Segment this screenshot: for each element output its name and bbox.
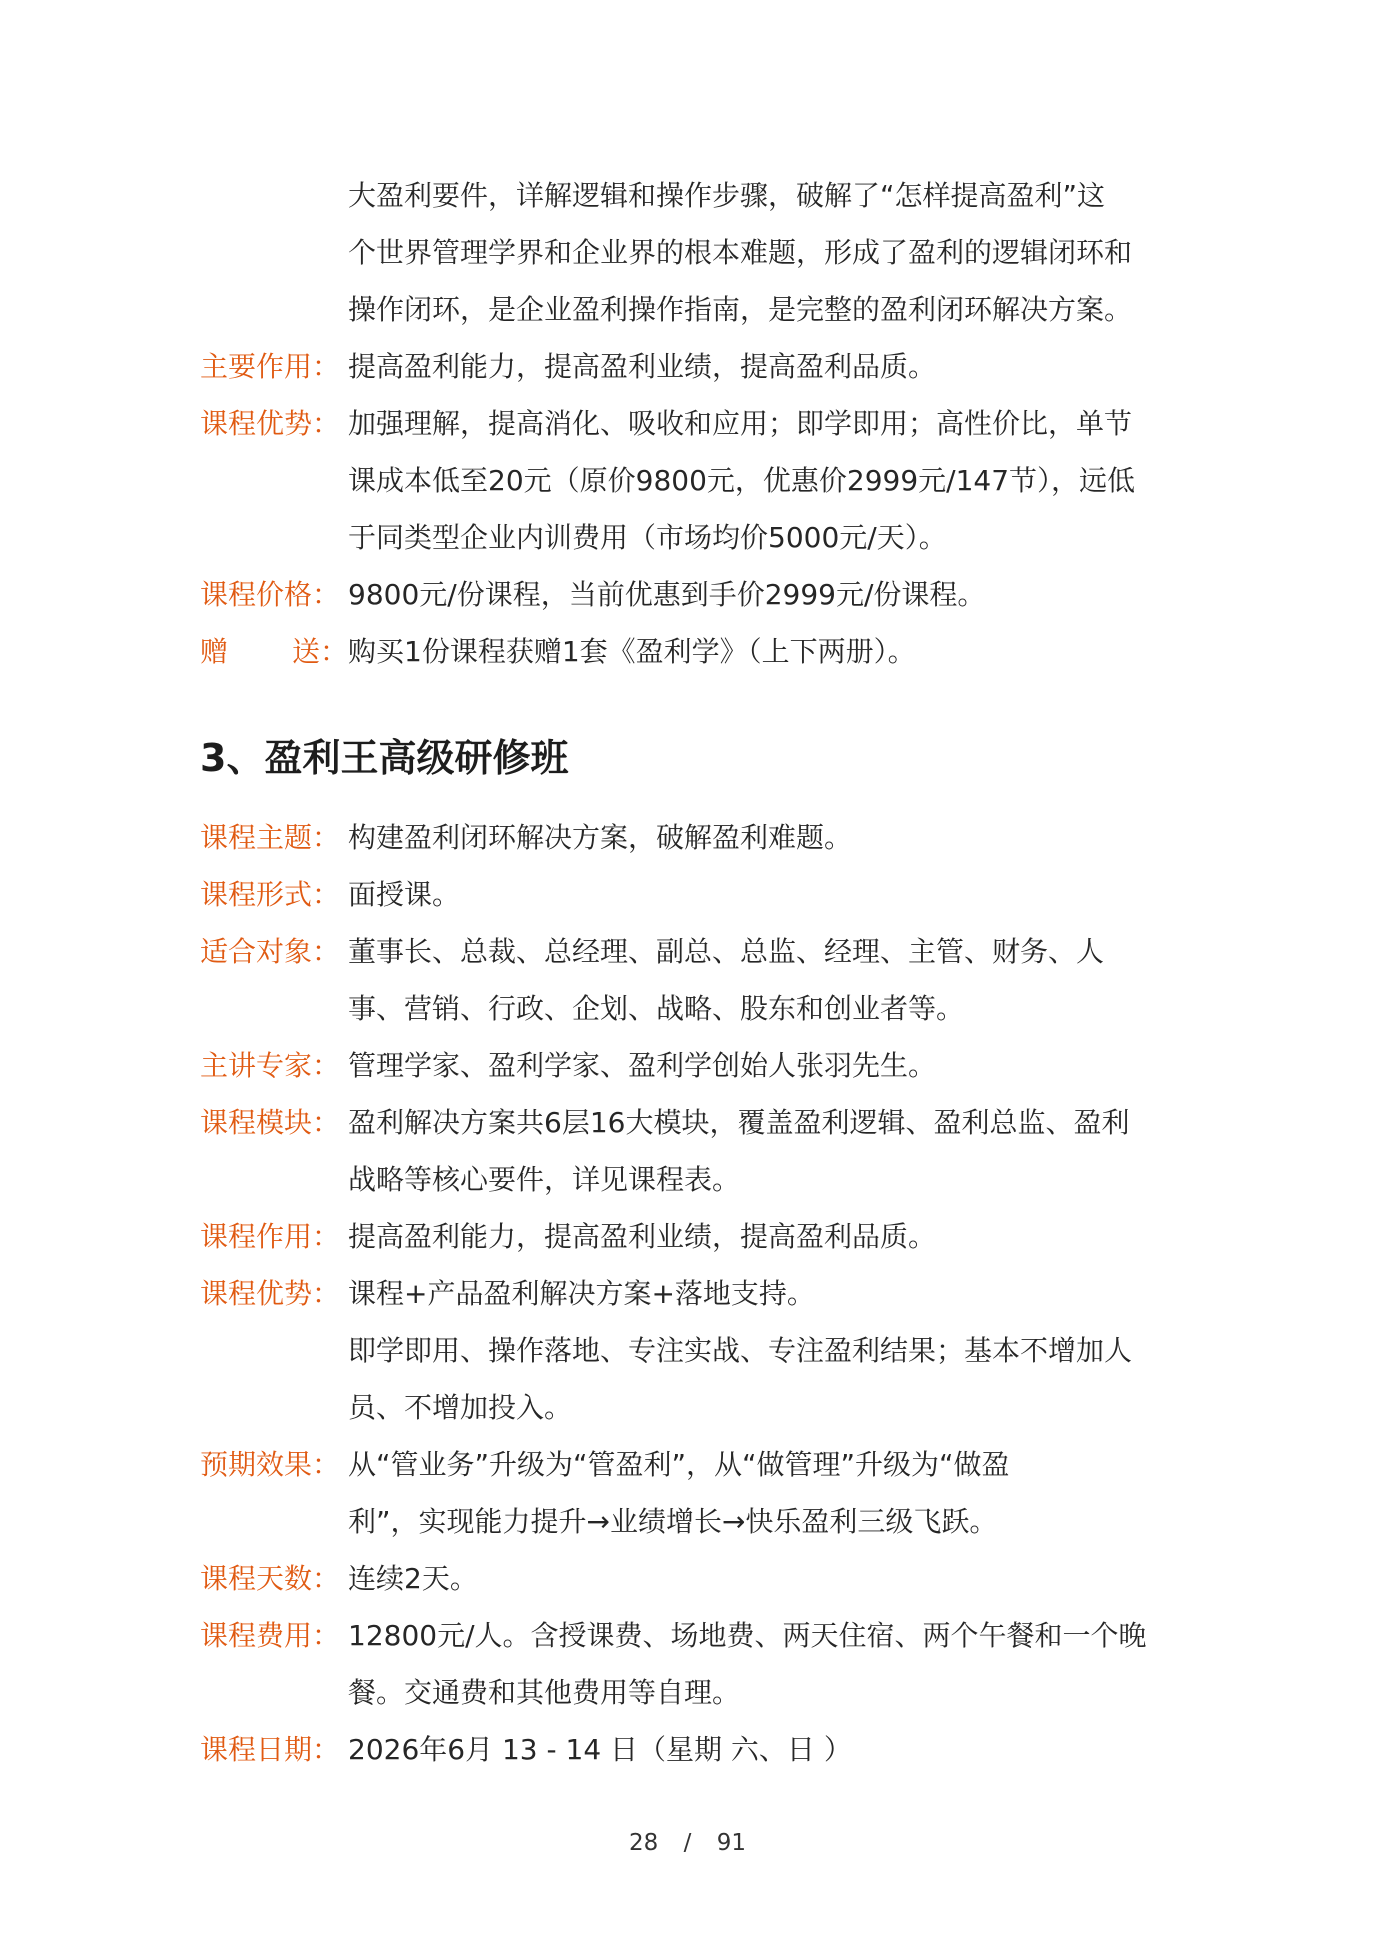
field-label: 课程主题：: [200, 821, 341, 854]
field-value: [348, 923, 1185, 1037]
field-line: 购买1份课程获赠1套《盈利学》（上下两册）。: [348, 635, 916, 668]
field-label: 课程费用：: [200, 1619, 341, 1652]
field-row-expected-results: [200, 1436, 1185, 1550]
field-line: 面授课。: [348, 878, 461, 911]
field-line: 连续2天。: [348, 1562, 478, 1595]
field-value: [348, 1208, 1185, 1265]
field-line: 于同类型企业内训费用（市场均价5000元/天）。: [348, 521, 947, 554]
field-value: [348, 1550, 1185, 1607]
field-line: 利”，实现能力提升→业绩增长→快乐盈利三级飞跃。: [348, 1505, 998, 1538]
field-label: 主讲专家：: [200, 1049, 341, 1082]
field-label: 课程日期：: [200, 1733, 341, 1766]
field-line: 从“管业务”升级为“管盈利”，从“做管理”升级为“做盈: [348, 1448, 1010, 1481]
field-row-course-advantage-2: [200, 1265, 1185, 1436]
field-line: 盈利解决方案共6层16大模块，覆盖盈利逻辑、盈利总监、盈利: [348, 1106, 1130, 1139]
field-row-course-days: [200, 1550, 1185, 1607]
field-label: 主要作用：: [200, 350, 341, 383]
field-line: 2026年6月 13 - 14 日（星期 六、日 ）: [348, 1733, 852, 1766]
field-value: [348, 1265, 1185, 1436]
field-row-gift: [200, 623, 1185, 680]
field-value: [348, 809, 1185, 866]
field-row-course-price: [200, 566, 1185, 623]
page-current: 28: [629, 1830, 659, 1856]
field-row-course-format: [200, 866, 1185, 923]
field-label: 课程作用：: [200, 1220, 341, 1253]
field-label-part: 赠: [200, 635, 229, 668]
field-row-course-theme: [200, 809, 1185, 866]
field-row-course-effect: [200, 1208, 1185, 1265]
field-line: 事、营销、行政、企划、战略、股东和创业者等。: [348, 992, 965, 1025]
field-line: 管理学家、盈利学家、盈利学创始人张羽先生。: [348, 1049, 937, 1082]
field-label: 课程模块：: [200, 1106, 341, 1139]
field-value: [348, 338, 1185, 395]
field-row-main-effect: [200, 338, 1185, 395]
field-value: [348, 866, 1185, 923]
field-row-course-fee: [200, 1607, 1185, 1721]
page-separator: /: [683, 1830, 692, 1856]
field-row-course-modules: [200, 1094, 1185, 1208]
field-value: [348, 1436, 1185, 1550]
field-row-target-audience: [200, 923, 1185, 1037]
field-line: 提高盈利能力，提高盈利业绩，提高盈利品质。: [348, 350, 937, 383]
page-total: 91: [716, 1830, 746, 1856]
field-line: 即学即用、操作落地、专注实战、专注盈利结果；基本不增加人: [348, 1334, 1133, 1367]
field-value: [348, 1037, 1185, 1094]
field-value: [348, 395, 1185, 566]
field-value: [348, 623, 1185, 680]
page-indicator: [0, 1828, 1375, 1858]
field-label-part: 送：: [291, 635, 348, 668]
field-line: 董事长、总裁、总经理、副总、总监、经理、主管、财务、人: [348, 935, 1105, 968]
field-row-lecturer: [200, 1037, 1185, 1094]
field-value: [348, 167, 1185, 338]
field-value: [348, 1094, 1185, 1208]
field-line: 提高盈利能力，提高盈利业绩，提高盈利品质。: [348, 1220, 937, 1253]
section-heading: 3、盈利王高级研修班: [200, 736, 569, 780]
field-line: 员、不增加投入。: [348, 1391, 573, 1424]
field-label: 课程形式：: [200, 878, 341, 911]
field-label: 适合对象：: [200, 935, 341, 968]
field-label: 课程天数：: [200, 1562, 341, 1595]
field-line: 构建盈利闭环解决方案，破解盈利难题。: [348, 821, 853, 854]
field-label: 预期效果：: [200, 1448, 341, 1481]
field-line: 9800元/份课程，当前优惠到手价2999元/份课程。: [348, 578, 986, 611]
field-row-course-date: [200, 1721, 1185, 1778]
field-line: 餐。交通费和其他费用等自理。: [348, 1676, 741, 1709]
field-label: 课程优势：: [200, 1277, 341, 1310]
intro-paragraph: [200, 167, 1185, 338]
paragraph-line: 大盈利要件，详解逻辑和操作步骤，破解了“怎样提高盈利”这: [348, 179, 1106, 212]
field-label: 课程优势：: [200, 407, 341, 440]
field-value: [348, 1607, 1185, 1721]
field-line: 12800元/人。含授课费、场地费、两天住宿、两个午餐和一个晚: [348, 1619, 1147, 1652]
paragraph-line: 个世界管理学界和企业界的根本难题，形成了盈利的逻辑闭环和: [348, 236, 1133, 269]
field-line: 战略等核心要件，详见课程表。: [348, 1163, 741, 1196]
paragraph-line: 操作闭环，是企业盈利操作指南，是完整的盈利闭环解决方案。: [348, 293, 1133, 326]
field-value: [348, 566, 1185, 623]
field-line: 课成本低至20元（原价9800元，优惠价2999元/147节），远低: [348, 464, 1136, 497]
field-value: [348, 1721, 1185, 1778]
field-line: 加强理解，提高消化、吸收和应用；即学即用；高性价比，单节: [348, 407, 1133, 440]
field-line: 课程+产品盈利解决方案+落地支持。: [348, 1277, 815, 1310]
field-row-course-advantage: [200, 395, 1185, 566]
field-label: 课程价格：: [200, 578, 341, 611]
field-label: [200, 623, 348, 680]
